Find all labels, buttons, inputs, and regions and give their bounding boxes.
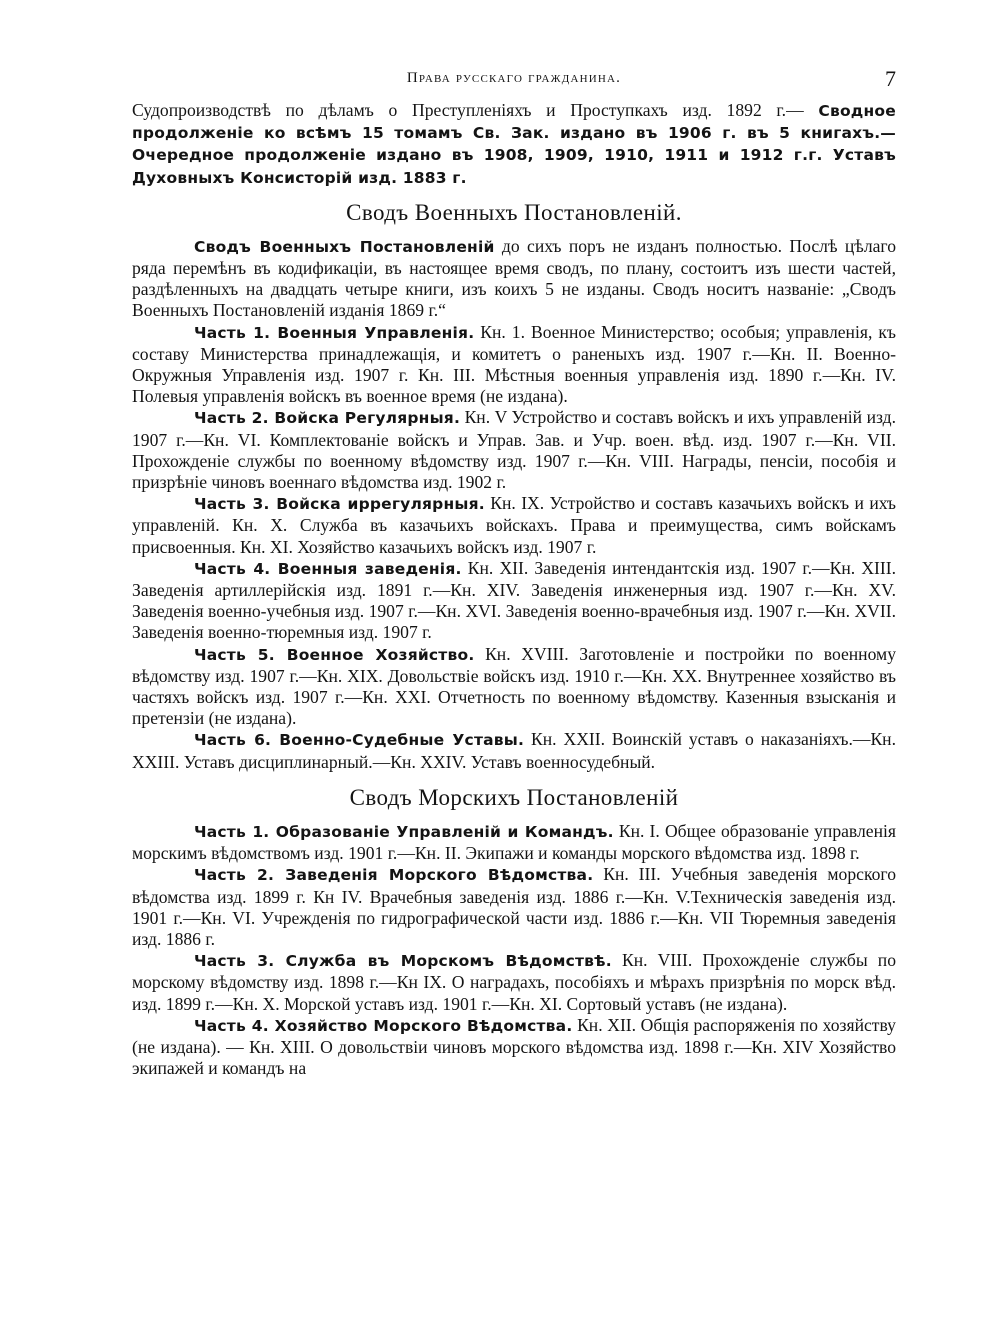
military-part-2 [132,407,896,493]
intro-text: Судопроизводствѣ по дѣламъ о Преступленіяхъ и Проступкахъ изд. 1892 г.— [132,100,804,120]
naval-part-2 [132,864,896,950]
intro-paragraph [132,100,896,189]
military-lead-paragraph [132,236,896,322]
part-label: Часть 3. Служба въ Морскомъ Вѣдомствѣ. [194,952,612,971]
part-text: Кн. XII. Заведенія интендантскія изд. 1907 г.—Кн. XIII. Заведенія артиллерійскія изд. 1891 г.—Кн. XIV. Заведенія инженерныя изд. 1907 г.—Кн. XV. Заведенія военно-учебныя изд. 1907 г.—Кн. XVI. Заведенія военно-врачебныя изд. 1907 г.—Кн. XVII. Заведенія военно-тюремныя изд. 1907 г. [132,557,897,643]
naval-part-1 [132,821,896,864]
page-header [132,66,896,96]
military-lead-bold: Сводъ Военныхъ Постановленій [194,237,495,256]
page-body [132,100,896,1079]
military-part-1 [132,322,896,408]
part-text: Кн. I. Общее образованіе управленія морскимъ вѣдомствомъ изд. 1901 г.—Кн. II. Экипажи и команды морского вѣдомства изд. 1898 г. [132,820,896,864]
part-label: Часть 5. Военное Хозяйство. [194,645,475,664]
part-label: Часть 2. Заведенія Морского Вѣдомства. [194,866,594,885]
page-number: 7 [885,66,896,91]
military-part-5 [132,644,896,730]
section-heading-naval: Сводъ Морскихъ Постановленій [349,784,679,810]
naval-part-4 [132,1015,896,1080]
intro-bold-text: Сводное продолженіе ко всѣмъ 15 томамъ Св. Зак. издано въ 1906 г. въ 5 книгахъ.—Очередное продолженіе издано въ 1908, 1909, 1910, 1911 и 1912 г.г. Уставъ Духовныхъ Консисторій изд. 1883 г. [132,102,896,187]
section-heading-military: Сводъ Военныхъ Постановленій. [346,199,682,225]
military-part-6 [132,729,896,772]
part-text: Кн. XVIII. Заготовленіе и постройки по военному вѣдомству изд. 1907 г.—Кн. XIX. Довольствіе войскъ изд. 1910 г.—Кн. XX. Внутреннее хозяйство въ частяхъ войскъ изд. 1907 г.—Кн. XXI. Отчетность по военному вѣдомству. Казенныя взысканія и претензіи (не издана). [132,643,896,729]
part-text: Кн. XII. Общія распоряженія по хозяйству (не издана). — Кн. XIII. О довольствіи чиновъ морского вѣдомства изд. 1898 г.—Кн. XIV Хозяйство экипажей и командъ на [132,1014,896,1079]
part-label: Часть 3. Войска иррегулярныя. [194,495,485,514]
military-part-4 [132,558,896,644]
part-label: Часть 4. Хозяйство Морского Вѣдомства. [194,1016,573,1035]
part-text: Кн. IX. Устройство и составъ казачьихъ войскъ и ихъ управленій. Кн. X. Служба въ казачьихъ войскахъ. Права и преимущества, симъ войскамъ присвоенныя. Кн. XI. Хозяйство казачьихъ войскъ изд. 1907 г. [132,493,896,557]
part-text: Кн. III. Учебныя заведенія морского вѣдомства изд. 1899 г. Кн IV. Врачебныя заведенія изд. 1886 г.—Кн. V.Техническія заведенія изд. 1901 г.—Кн. VI. Учрежденія по гидрографической части изд. 1886 г.—Кн. VII Тюремныя заведенія изд. 1886 г. [132,864,896,949]
part-label: Часть 4. Военныя заведенія. [194,559,462,578]
part-label: Часть 1. Образованіе Управленій и Командъ. [194,822,614,841]
part-text: Кн. 1. Военное Министерство; особыя; управленія, къ составу Министерства принадлежащія, и комитетъ о раненыхъ изд. 1907 г.—Кн. II. Военно-Окружныя Управленія изд. 1907 г. Кн. III. Мѣстныя военныя управленія изд. 1890 г.—Кн. IV. Полевыя управленія войскъ въ военное время (не издана). [132,321,896,407]
military-part-3 [132,493,896,558]
part-text: Кн. XXII. Воинскій уставъ о наказаніяхъ.—Кн. XXIII. Уставъ дисциплинарный.—Кн. XXIV. Уставъ военносудебный. [132,729,896,772]
part-label: Часть 6. Военно-Судебные Уставы. [194,731,525,750]
naval-part-3 [132,950,896,1015]
part-label: Часть 1. Военныя Управленія. [194,323,475,342]
running-title: Права русскаго гражданина. [406,70,622,86]
part-label: Часть 2. Войска Регулярныя. [194,409,461,428]
part-text: Кн. VIII. Прохожденіе службы по морскому вѣдомству изд. 1898 г.—Кн IX. О наградахъ, пособіяхъ и мѣрахъ призрѣнія по морск вѣд. изд. 1899 г.—Кн. X. Морской уставъ изд. 1901 г.—Кн. XI. Сортовый уставъ (не издана). [132,950,896,1014]
part-text: Кн. V Устройство и составъ войскъ и ихъ управленій изд. 1907 г.—Кн. VI. Комплектованіе войскъ и Управ. Зав. и Учр. воен. вѣд. изд. 1907 г.—Кн. VII. Прохожденіе службы по военному вѣдомству изд. 1907 г.—Кн. VIII. Награды, пенсіи, пособія и призрѣніе чиновъ военнаго вѣдомства изд. 1902 г. [132,407,896,493]
military-lead-text: до сихъ поръ не изданъ полностью. Послѣ цѣлаго ряда перемѣнъ въ кодификаціи, въ настоящее время сводъ, по плану, состоитъ изъ шести частей, раздѣленныхъ на двадцать четыре книги, изъ коихъ 5 не изданы. Сводъ носитъ названіе: „Сводъ Военныхъ Постановленій изданія 1869 г.“ [132,235,896,321]
